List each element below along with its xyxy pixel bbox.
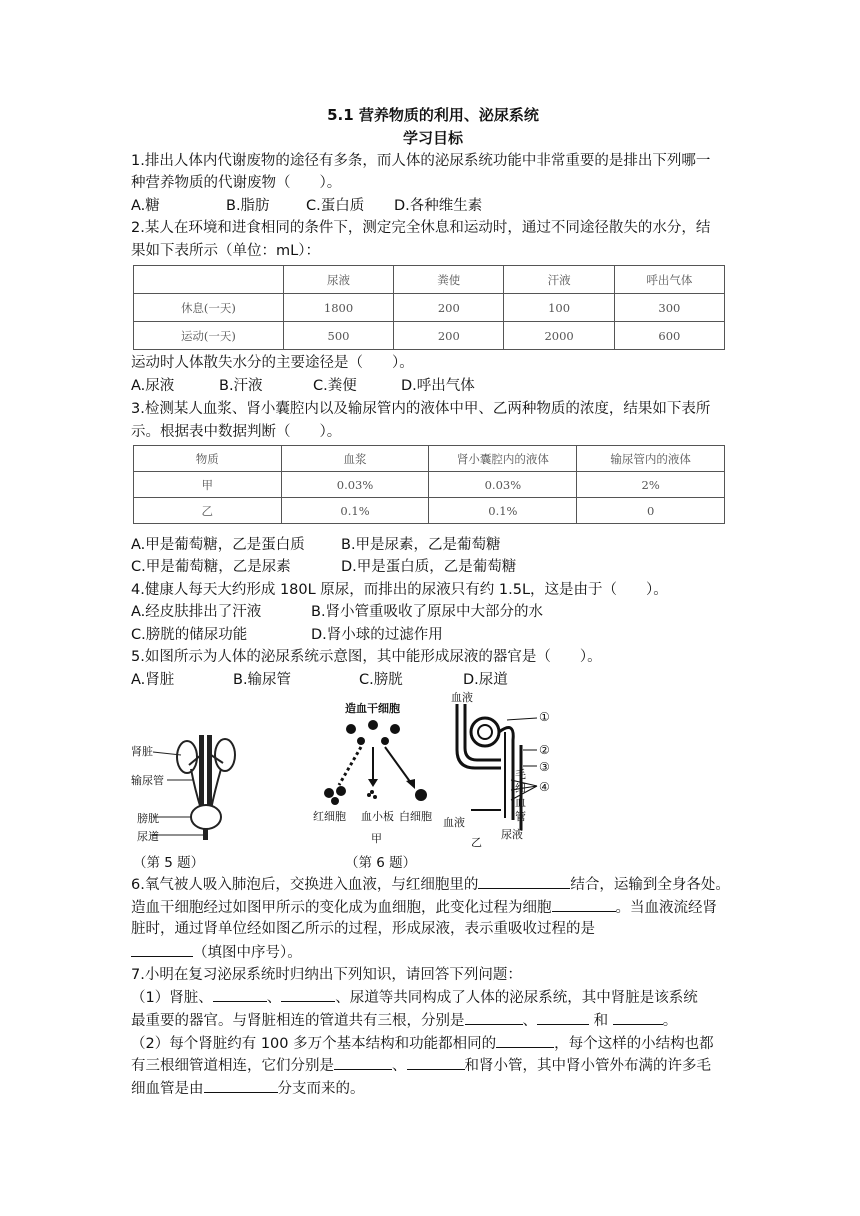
label-marker-4: ④ <box>539 780 550 794</box>
table-header-cell: 粪使 <box>394 266 504 294</box>
q1-option-a: A.糖 <box>131 198 160 214</box>
blood-cell-formation-diagram <box>311 715 441 805</box>
q2-option-a: A.尿液 <box>131 378 175 394</box>
table-cell: 休息(一天) <box>134 294 284 322</box>
q4-option-a: A.经皮肤排出了汗液 <box>131 604 262 620</box>
table-cell: 500 <box>283 322 393 350</box>
label-stem-cell: 造血干细胞 <box>345 702 400 715</box>
q4-option-d: D.肾小球的过滤作用 <box>311 627 443 643</box>
q3-line1: 3.检测某人血浆、肾小囊腔内以及输尿管内的液体中甲、乙两种物质的浓度，结果如下表所 <box>131 401 711 417</box>
q2-option-b: B.汗液 <box>219 378 263 394</box>
figure-6-caption: （第 6 题） <box>345 855 417 871</box>
q6-line2 <box>131 896 717 919</box>
q6-text: 6.氧气被人吸入肺泡后，交换进入血液，与红细胞里的 <box>131 877 479 893</box>
label-capillary-4: 管 <box>515 810 526 823</box>
table-cell: 300 <box>614 294 724 322</box>
q6-line3: 脏时，通过肾单位经如图乙所示的过程，形成尿液，表示重吸收过程的是 <box>131 921 595 937</box>
table-cell: 2000 <box>504 322 614 350</box>
figure-5-caption: （第 5 题） <box>133 855 205 871</box>
table-header-cell: 输尿管内的液体 <box>577 446 725 472</box>
table-header-row <box>134 446 725 472</box>
table-cell: 0.1% <box>429 498 577 524</box>
label-capillary-3: 血 <box>515 796 526 809</box>
table-row <box>134 322 725 350</box>
q7-blank-9[interactable] <box>204 1077 278 1093</box>
q7-blank-3[interactable] <box>465 1009 523 1025</box>
q7-blank-6[interactable] <box>496 1032 554 1048</box>
q7-text: 、 <box>522 1013 537 1029</box>
label-marker-1: ① <box>539 710 550 724</box>
figure-6a-tag: 甲 <box>371 832 382 845</box>
q7-text: 和肾小管，其中肾小管外布满的许多毛 <box>464 1058 711 1074</box>
water-loss-table <box>133 265 725 350</box>
table-cell: 100 <box>504 294 614 322</box>
q6-blank-2[interactable] <box>552 896 616 912</box>
kidney-right <box>215 739 235 771</box>
table-cell: 1800 <box>283 294 393 322</box>
q6-text: 。当血液流经肾 <box>615 900 717 916</box>
label-blood-in: 血液 <box>451 691 473 704</box>
q7-text: 、 <box>266 990 282 1006</box>
q7-blank-8[interactable] <box>407 1054 465 1070</box>
q7-line6 <box>131 1077 365 1100</box>
figure-6b-tag: 乙 <box>471 836 482 849</box>
q7-line2 <box>131 986 698 1009</box>
table-header-cell: 呼出气体 <box>614 266 724 294</box>
table-cell: 乙 <box>134 498 282 524</box>
q6-text: （填图中序号）。 <box>193 945 302 961</box>
label-platelet: 血小板 <box>361 810 394 823</box>
concentration-table <box>133 445 725 524</box>
q6-text: 结合，运输到全身各处。 <box>570 877 730 893</box>
q7-text: （1）肾脏、 <box>131 990 213 1006</box>
q7-text: 、尿道等共同构成了人体的泌尿系统，其中肾脏是该系统 <box>335 990 698 1006</box>
q7-text: 。 <box>662 1013 678 1029</box>
table-header-cell: 血浆 <box>281 446 429 472</box>
table-cell: 2% <box>577 472 725 498</box>
q7-text: 细血管是由 <box>131 1081 204 1097</box>
q7-text: 、 <box>392 1058 407 1074</box>
q1-line1: 1.排出人体内代谢废物的途径有多条，而人体的泌尿系统功能中非常重要的是排出下列哪一 <box>131 153 711 169</box>
q3-line2: 示。根据表中数据判断（ ）。 <box>131 424 342 440</box>
q7-text: 分支而来的。 <box>277 1081 365 1097</box>
label-urethra: 尿道 <box>137 830 159 843</box>
table-header-cell: 汗液 <box>504 266 614 294</box>
q5-option-a: A.肾脏 <box>131 672 175 688</box>
q7-text: 和 <box>593 1013 609 1029</box>
table-cell: 0.03% <box>281 472 429 498</box>
q1-line2: 种营养物质的代谢废物（ ）。 <box>131 175 342 191</box>
label-capillary-1: 毛 <box>515 768 526 781</box>
q6-text: 造血干细胞经过如图甲所示的变化成为血细胞，此变化过程为细胞 <box>131 900 552 916</box>
label-white-cell: 白细胞 <box>399 810 432 823</box>
page-title: 5.1 营养物质的利用、泌尿系统 <box>327 106 539 124</box>
q7-line5 <box>131 1054 711 1077</box>
q2-option-d: D.呼出气体 <box>401 378 475 394</box>
q7-text: ，每个这样的小结构也都 <box>554 1036 714 1052</box>
q1-option-d: D.各种维生素 <box>394 198 483 214</box>
q2-question: 运动时人体散失水分的主要途径是（ ）。 <box>131 355 414 371</box>
table-cell: 甲 <box>134 472 282 498</box>
label-ureter: 输尿管 <box>131 774 164 787</box>
table-cell: 0.03% <box>429 472 577 498</box>
kidney-left <box>177 741 197 773</box>
q7-text: （2）每个肾脏约有 100 多万个基本结构和功能都相同的 <box>131 1036 497 1052</box>
table-header-cell: 肾小囊腔内的液体 <box>429 446 577 472</box>
q5-option-b: B.输尿管 <box>233 672 292 688</box>
q7-line3 <box>131 1009 677 1032</box>
q7-blank-7[interactable] <box>334 1054 392 1070</box>
label-capillary-2: 细 <box>515 782 526 795</box>
q7-text: 有三根细管道相连，它们分别是 <box>131 1058 334 1074</box>
q7-blank-4[interactable] <box>537 1009 589 1025</box>
q6-blank-1[interactable] <box>478 873 570 889</box>
q7-blank-1[interactable] <box>213 986 267 1002</box>
q3-option-b: B.甲是尿素，乙是葡萄糖 <box>341 537 501 553</box>
table-row <box>134 294 725 322</box>
q3-option-a: A.甲是葡萄糖，乙是蛋白质 <box>131 537 305 553</box>
table-row <box>134 498 725 524</box>
table-cell: 600 <box>614 322 724 350</box>
q6-blank-3[interactable] <box>131 941 193 957</box>
label-bladder: 膀胱 <box>137 812 159 825</box>
table-header-row <box>134 266 725 294</box>
table-header-cell: 物质 <box>134 446 282 472</box>
q4-option-c: C.膀胱的储尿功能 <box>131 627 248 643</box>
table-header-cell <box>134 266 284 294</box>
label-red-cell: 红细胞 <box>313 810 346 823</box>
table-cell: 200 <box>394 322 504 350</box>
label-marker-3: ③ <box>539 760 550 774</box>
bladder <box>191 805 221 829</box>
label-blood-out: 血液 <box>443 816 465 829</box>
page-subtitle: 学习目标 <box>402 129 463 147</box>
q7-blank-5[interactable] <box>613 1009 663 1025</box>
label-marker-2: ② <box>539 743 550 757</box>
label-urine: 尿液 <box>501 828 523 841</box>
q5-option-c: C.膀胱 <box>359 672 403 688</box>
q4-line1: 4.健康人每天大约形成 180L 原尿，而排出的尿液只有约 1.5L，这是由于（ ）。 <box>131 582 668 598</box>
q1-option-c: C.蛋白质 <box>306 198 365 214</box>
q7-line1: 7.小明在复习泌尿系统时归纳出下列知识，请回答下列问题： <box>131 967 522 983</box>
table-header-cell: 尿液 <box>283 266 393 294</box>
q7-text: 最重要的器官。与肾脏相连的管道共有三根，分别是 <box>131 1013 465 1029</box>
q2-line1: 2.某人在环境和进食相同的条件下，测定完全休息和运动时，通过不同途径散失的水分，结 <box>131 220 711 236</box>
table-cell: 0 <box>577 498 725 524</box>
q5-line1: 5.如图所示为人体的泌尿系统示意图，其中能形成尿液的器官是（ ）。 <box>131 649 602 665</box>
table-cell: 0.1% <box>281 498 429 524</box>
label-kidney: 肾脏 <box>131 745 153 758</box>
q3-option-c: C.甲是葡萄糖，乙是尿素 <box>131 559 291 575</box>
q6-line4 <box>131 941 302 964</box>
q3-option-d: D.甲是蛋白质，乙是葡萄糖 <box>341 559 517 575</box>
q1-option-b: B.脂肪 <box>226 198 270 214</box>
q2-option-c: C.粪便 <box>313 378 357 394</box>
table-row <box>134 472 725 498</box>
table-cell: 200 <box>394 294 504 322</box>
q2-line2: 果如下表所示（单位：mL）： <box>131 243 320 259</box>
q7-blank-2[interactable] <box>281 986 335 1002</box>
table-cell: 运动(一天) <box>134 322 284 350</box>
q5-option-d: D.尿道 <box>463 672 508 688</box>
q6-line1 <box>131 873 730 896</box>
q7-line4 <box>131 1032 714 1055</box>
q4-option-b: B.肾小管重吸收了原尿中大部分的水 <box>311 604 544 620</box>
